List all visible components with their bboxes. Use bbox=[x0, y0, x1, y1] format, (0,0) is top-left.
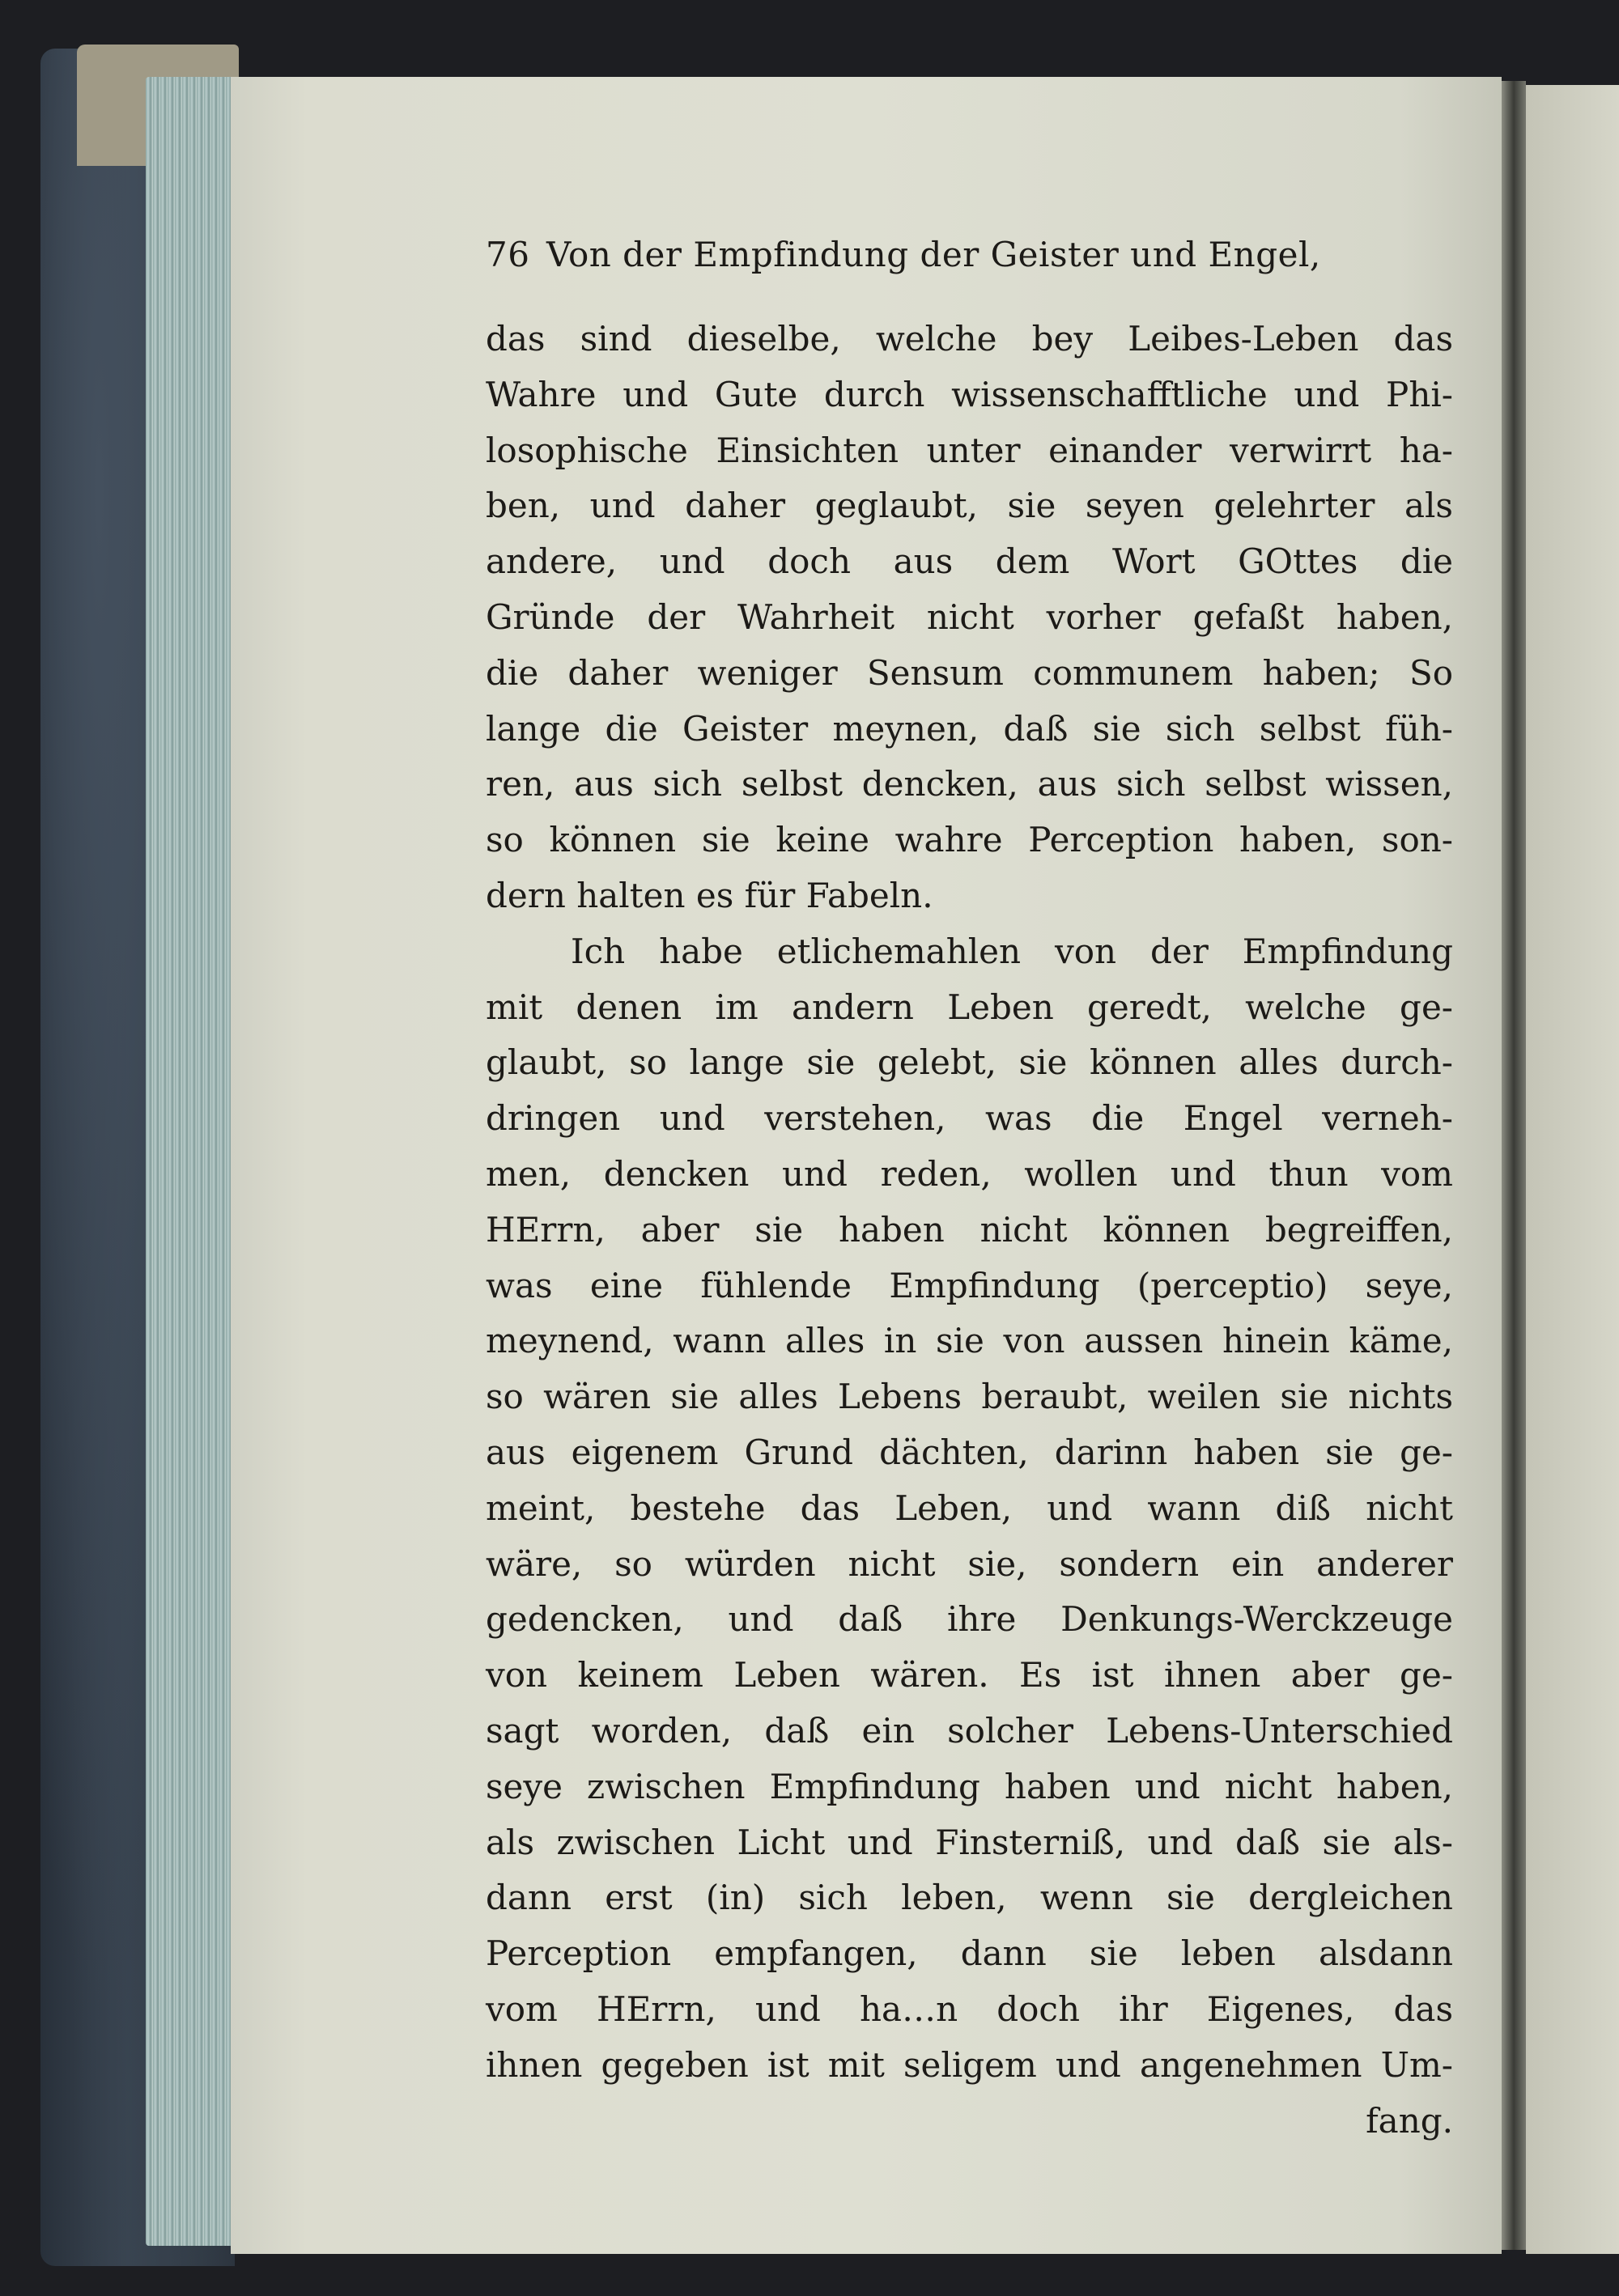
text-line: mit denen im andern Leben geredt, welche ge- bbox=[486, 987, 1453, 1027]
text-line: Perception empfangen, dann sie leben alsdann bbox=[486, 1933, 1453, 1974]
body-text bbox=[486, 312, 1453, 2149]
text-line: Ich habe etlichemahlen von der Empfindung bbox=[571, 931, 1453, 971]
running-head: Von der Empfindung der Geister und Engel, bbox=[546, 235, 1321, 274]
text-line: aus eigenem Grund dächten, darinn haben sie ge- bbox=[486, 1432, 1453, 1472]
text-line: dringen und verstehen, was die Engel verneh- bbox=[486, 1098, 1453, 1139]
text-line: sagt worden, daß ein solcher Lebens-Unterschied bbox=[486, 1710, 1453, 1751]
text-line: meynend, wann alles in sie von aussen hinein käme, bbox=[486, 1321, 1453, 1361]
text-line: vom HErrn, und ha…n doch ihr Eigenes, das bbox=[486, 1988, 1453, 2029]
text-line: lange die Geister meynen, daß sie sich selbst füh- bbox=[486, 708, 1453, 749]
facing-page bbox=[1526, 85, 1619, 2254]
text-line: seye zwischen Empfindung haben und nicht haben, bbox=[486, 1766, 1453, 1806]
text-line: das sind dieselbe, welche bey Leibes-Leben das bbox=[486, 319, 1453, 359]
book-gutter bbox=[1502, 81, 1526, 2250]
text-line: Gründe der Wahrheit nicht vorher gefaßt haben, bbox=[486, 596, 1453, 637]
text-line: was eine fühlende Empfindung (perceptio) seye, bbox=[486, 1265, 1453, 1305]
text-line: von keinem Leben wären. Es ist ihnen aber ge- bbox=[486, 1655, 1453, 1695]
page-header bbox=[486, 235, 1453, 295]
text-line: andere, und doch aus dem Wort GOttes die bbox=[486, 541, 1453, 582]
text-line: wäre, so würden nicht sie, sondern ein anderer bbox=[486, 1543, 1453, 1584]
text-line: meint, bestehe das Leben, und wann diß nicht bbox=[486, 1488, 1453, 1528]
text-line: losophische Einsichten unter einander verwirrt ha- bbox=[486, 430, 1453, 470]
page-number: 76 bbox=[486, 235, 530, 274]
text-line: als zwischen Licht und Finsterniß, und daß sie als- bbox=[486, 1822, 1453, 1862]
text-line: gedencken, und daß ihre Denkungs-Werckzeuge bbox=[486, 1599, 1453, 1640]
text-line: ben, und daher geglaubt, sie seyen gelehrter als bbox=[486, 486, 1453, 526]
text-line: glaubt, so lange sie gelebt, sie können alles durch- bbox=[486, 1042, 1453, 1083]
page-content bbox=[486, 235, 1453, 2161]
text-line: so wären sie alles Lebens beraubt, weilen sie nichts bbox=[486, 1377, 1453, 1417]
text-line: fang. bbox=[1366, 2100, 1453, 2141]
text-line: die daher weniger Sensum communem haben; So bbox=[486, 652, 1453, 693]
text-line: Wahre und Gute durch wissenschafftliche und Phi- bbox=[486, 374, 1453, 414]
page-edges bbox=[146, 77, 235, 2246]
text-line: ren, aus sich selbst dencken, aus sich selbst wissen, bbox=[486, 764, 1453, 804]
text-line: so können sie keine wahre Perception haben, son- bbox=[486, 820, 1453, 860]
text-line: dern halten es für Fabeln. bbox=[486, 875, 933, 915]
text-line: HErrn, aber sie haben nicht können begreiffen, bbox=[486, 1209, 1453, 1250]
text-line: dann erst (in) sich leben, wenn sie dergleichen bbox=[486, 1878, 1453, 1918]
text-line: ihnen gegeben ist mit seligem und angenehmen Um- bbox=[486, 2044, 1453, 2085]
text-line: men, dencken und reden, wollen und thun vom bbox=[486, 1153, 1453, 1194]
